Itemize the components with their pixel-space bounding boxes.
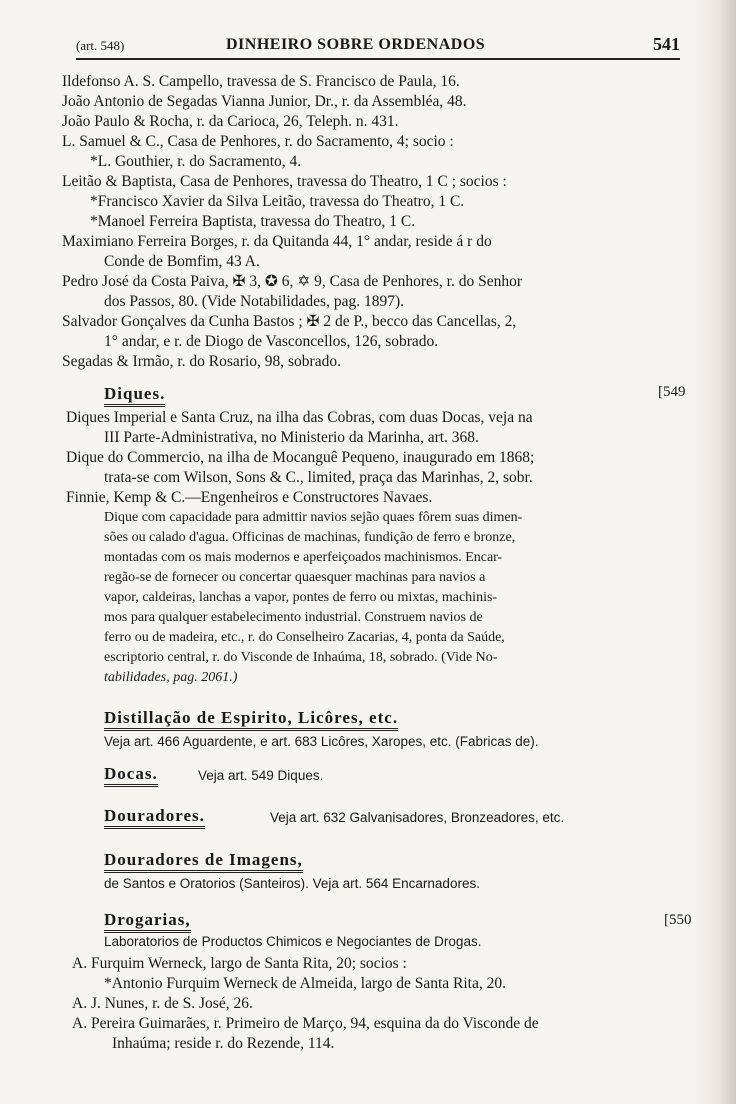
entry-line: Salvador Gonçalves da Cunha Bastos ; ✠ 2 de P., becco das Cancellas, 2,	[62, 313, 517, 330]
entry-line: L. Samuel & C., Casa de Penhores, r. do Sacramento, 4; socio :	[62, 133, 454, 150]
running-title: DINHEIRO SOBRE ORDENADOS	[226, 36, 486, 53]
article-number: [549	[658, 384, 686, 400]
section-crossref: Veja art. 549 Diques.	[198, 768, 324, 783]
article-number: [550	[664, 912, 692, 928]
entry-line: mos para qualquer estabelecimento industrial. Construem navios de	[104, 610, 483, 625]
section-subtitle: Laboratorios de Productos Chimicos e Negociantes de Drogas.	[104, 934, 482, 949]
entry-line: trata-se com Wilson, Sons & C., limited, praça das Marinhas, 2, sobr.	[104, 469, 533, 486]
entry-line: Leitão & Baptista, Casa de Penhores, travessa do Theatro, 1 C ; socios :	[62, 173, 507, 190]
section-heading-douradores: Douradores.	[104, 806, 205, 829]
section-crossref: de Santos e Oratorios (Santeiros). Veja art. 564 Encarnadores.	[104, 876, 480, 891]
entry-line: vapor, caldeiras, lanchas a vapor, pontes de ferro ou mixtas, machinis-	[104, 590, 498, 605]
entry-line: João Antonio de Segadas Vianna Junior, Dr., r. da Assembléa, 48.	[62, 93, 467, 110]
entry-line: *Manoel Ferreira Baptista, travessa do Theatro, 1 C.	[90, 213, 416, 230]
section-heading-diques: Diques.	[104, 384, 165, 407]
entry-line: Pedro José da Costa Paiva, ✠ 3, ✪ 6, ✡ 9, Casa de Penhores, r. do Senhor	[62, 273, 522, 290]
section-heading-docas: Docas.	[104, 764, 158, 787]
section-heading-douradores-imagens: Douradores de Imagens,	[104, 850, 303, 873]
entry-line: João Paulo & Rocha, r. da Carioca, 26, Teleph. n. 431.	[62, 113, 399, 130]
entry-line: montadas com os mais modernos e aperfeiçoados machinismos. Encar-	[104, 550, 503, 565]
entry-line: A. J. Nunes, r. de S. José, 26.	[72, 995, 253, 1012]
entry-line: *Francisco Xavier da Silva Leitão, travessa do Theatro, 1 C.	[90, 193, 465, 210]
section-heading-distillacao: Distillação de Espirito, Licôres, etc.	[104, 708, 398, 731]
article-range: (art. 548)	[76, 38, 125, 53]
section-crossref: Veja art. 632 Galvanisadores, Bronzeadores, etc.	[270, 810, 565, 825]
entry-line: escriptorio central, r. do Visconde de Inhaúma, 18, sobrado. (Vide No-	[104, 650, 498, 665]
page-number: 541	[653, 34, 680, 54]
entry-line: III Parte-Administrativa, no Ministerio da Marinha, art. 368.	[104, 429, 479, 446]
entry-line: 1° andar, e r. de Diogo de Vasconcellos, 126, sobrado.	[104, 333, 439, 350]
entry-line: regão-se de fornecer ou concertar quaesquer machinas para navios a	[104, 570, 486, 585]
entry-line: tabilidades, pag. 2061.)	[104, 670, 238, 685]
entry-line: Segadas & Irmão, r. do Rosario, 98, sobrado.	[62, 353, 341, 370]
entry-line: Dique com capacidade para admittir navios sejão quaes fôrem suas dimen-	[104, 510, 523, 525]
entry-line: *Antonio Furquim Werneck de Almeida, largo de Santa Rita, 20.	[104, 975, 506, 992]
section-crossref: Veja art. 466 Aguardente, e art. 683 Licôres, Xaropes, etc. (Fabricas de).	[104, 734, 539, 749]
entry-line: Ildefonso A. S. Campello, travessa de S. Francisco de Paula, 16.	[62, 73, 460, 90]
entry-line: A. Pereira Guimarães, r. Primeiro de Março, 94, esquina da do Visconde de	[72, 1015, 539, 1032]
entry-line: *L. Gouthier, r. do Sacramento, 4.	[90, 153, 302, 170]
entry-line: Finnie, Kemp & C.—Engenheiros e Constructores Navaes.	[66, 489, 433, 506]
entry-line: Diques Imperial e Santa Cruz, na ilha das Cobras, com duas Docas, veja na	[66, 409, 533, 426]
section-heading-drogarias: Drogarias,	[104, 910, 191, 933]
entry-line: ferro ou de madeira, etc., r. do Conselheiro Zacarias, 4, ponta da Saúde,	[104, 630, 505, 645]
entry-line: dos Passos, 80. (Vide Notabilidades, pag. 1897).	[104, 293, 404, 310]
entry-line: Conde de Bomfim, 43 A.	[104, 253, 260, 270]
entry-line: Maximiano Ferreira Borges, r. da Quitanda 44, 1° andar, reside á r do	[62, 233, 492, 250]
entry-line: Dique do Commercio, na ilha de Mocanguê Pequeno, inaugurado em 1868;	[66, 449, 535, 466]
page-header	[76, 34, 680, 60]
entry-line: A. Furquim Werneck, largo de Santa Rita, 20; socios :	[72, 955, 407, 972]
entry-line: Inhaúma; reside r. do Rezende, 114.	[112, 1035, 335, 1052]
entry-line: sões ou calado d'agua. Officinas de machinas, fundição de ferro e bronze,	[104, 530, 516, 545]
page-edge-shadow	[696, 0, 736, 1104]
